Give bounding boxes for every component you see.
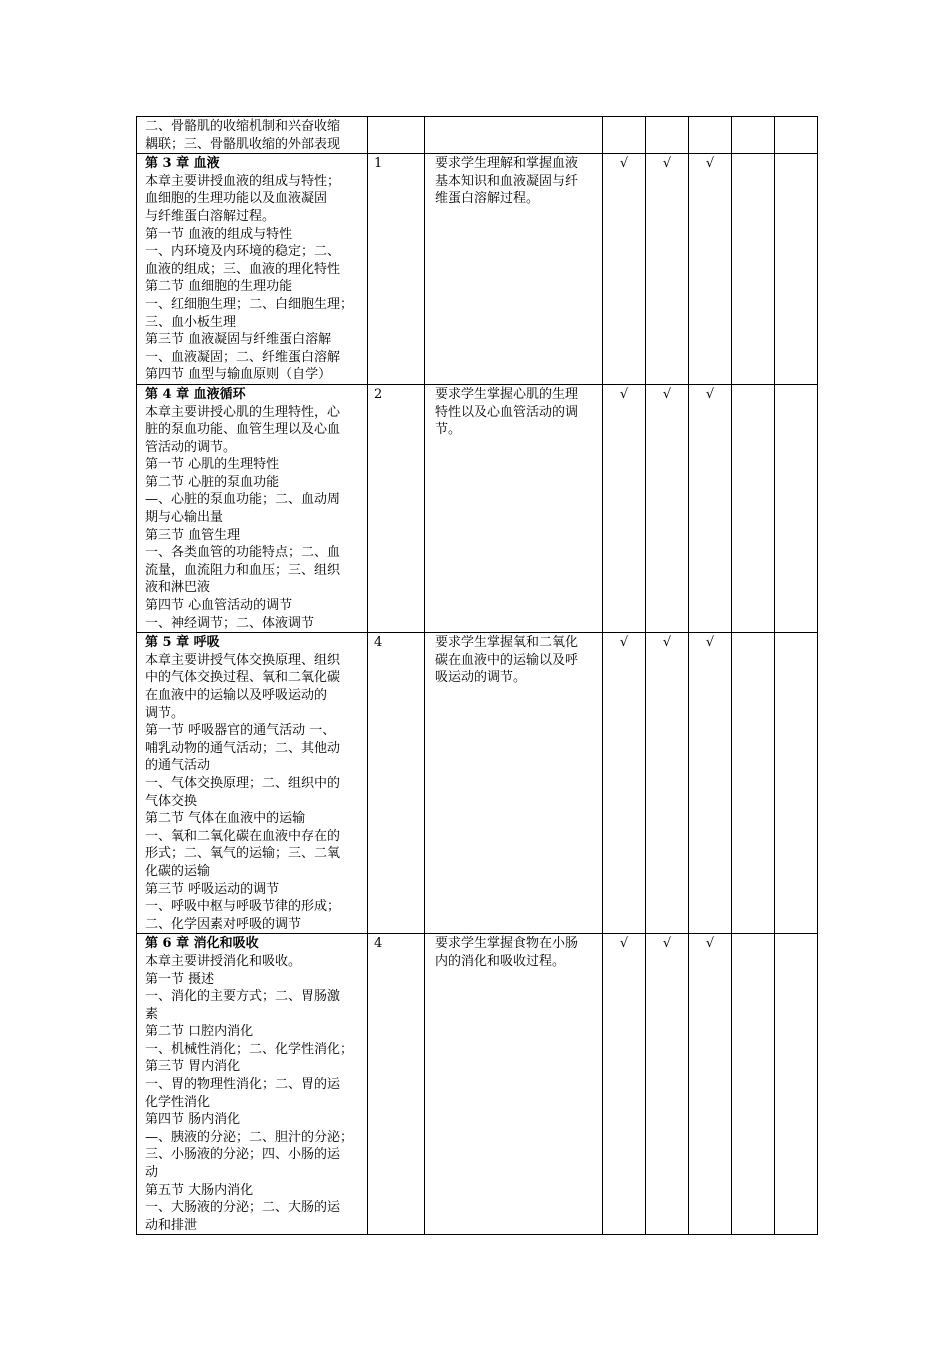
chapter-content-line: 第一节 心肌的生理特性 — [145, 457, 280, 473]
chapter-content-line: 气体交换 — [145, 793, 198, 809]
requirement-cell — [425, 633, 603, 934]
chapter-content-line: 调节。 — [145, 705, 185, 721]
chapter-content-line: 的通气活动 — [145, 758, 211, 774]
check-mark-cell — [732, 633, 775, 934]
chapter-title: 第 4 章 血液循环 — [145, 386, 246, 402]
chapter-content-line: 二、骨骼肌的收缩机制和兴奋收缩 — [145, 119, 341, 134]
check-mark-cell — [775, 384, 818, 632]
chapter-title: 第 5 章 呼吸 — [145, 635, 220, 651]
chapter-content-line: 第二节 气体在血液中的运输 — [145, 811, 306, 827]
requirement-line: 特性以及心血管活动的调 — [435, 404, 579, 420]
chapter-content-line: 一、大肠液的分泌；二、大肠的运 — [145, 1200, 341, 1216]
check-mark-cell — [603, 117, 646, 154]
chapter-content-line: 第二节 口腔内消化 — [145, 1024, 254, 1040]
chapter-content-line: 本章主要讲授消化和吸收。 — [145, 953, 302, 969]
chapter-content-line: 一、气体交换原理；二、组织中的 — [145, 775, 341, 791]
chapter-content-line: 形式；二、氧气的运输；三、二氧 — [145, 846, 341, 862]
requirement-cell — [425, 117, 603, 154]
check-mark-cell — [646, 117, 689, 154]
requirement-cell — [425, 384, 603, 632]
check-mark-cell — [775, 117, 818, 154]
check-mark-cell — [775, 154, 818, 385]
check-mark-cell: √ — [689, 934, 732, 1235]
chapter-content-line: 化碳的运输 — [145, 863, 211, 879]
requirement-line: 要求学生掌握氧和二氧化 — [435, 635, 579, 651]
chapter-content-line: 第一节 呼吸器官的通气活动 一、 — [145, 723, 336, 739]
table-row — [137, 934, 818, 1235]
chapter-content-line: 本章主要讲授血液的组成与特性； — [145, 173, 341, 189]
table-row — [137, 154, 818, 385]
chapter-content-line: 血液的组成；三、血液的理化特性 — [145, 261, 341, 277]
chapter-content-line: 本章主要讲授心肌的生理特性，心 — [145, 404, 341, 420]
chapter-content-line: 第二节 血细胞的生理功能 — [145, 279, 293, 295]
check-mark-cell: √ — [603, 384, 646, 632]
syllabus-table — [136, 116, 818, 1235]
chapter-content-line: 第三节 呼吸运动的调节 — [145, 881, 280, 897]
chapter-content-line: —、心脏的泵血功能；二、血动周 — [145, 492, 341, 508]
check-mark-cell — [689, 117, 732, 154]
check-mark-cell: √ — [646, 934, 689, 1235]
requirement-line: 要求学生理解和掌握血液 — [435, 156, 579, 172]
check-mark-cell: √ — [689, 154, 732, 385]
chapter-content-line: 一、红细胞生理；二、白细胞生理； — [145, 296, 354, 312]
chapter-content-cell — [137, 117, 368, 154]
hours-cell: 2 — [368, 384, 425, 632]
chapter-content-line: 一、血液凝固；二、纤维蛋白溶解 — [145, 349, 341, 365]
requirement-cell — [425, 154, 603, 385]
chapter-content-line: 一、氧和二氧化碳在血液中存在的 — [145, 828, 341, 844]
table-row — [137, 633, 818, 934]
chapter-content-line: 二、化学因素对呼吸的调节 — [145, 916, 302, 932]
check-mark-cell: √ — [689, 633, 732, 934]
check-mark-cell — [775, 934, 818, 1235]
requirement-line: 要求学生掌握心肌的生理 — [435, 386, 579, 402]
check-mark-cell — [732, 117, 775, 154]
requirement-line: 吸运动的调节。 — [435, 670, 527, 686]
chapter-content-line: 一、消化的主要方式；二、胃肠激 — [145, 989, 341, 1005]
hours-cell — [368, 117, 425, 154]
chapter-content-line: 一、呼吸中枢与呼吸节律的形成； — [145, 899, 341, 915]
check-mark-cell — [732, 154, 775, 385]
chapter-content-cell — [137, 934, 368, 1235]
hours-cell: 1 — [368, 154, 425, 385]
hours-cell: 4 — [368, 934, 425, 1235]
hours-cell: 4 — [368, 633, 425, 934]
requirement-line: 基本知识和血液凝固与纤 — [435, 173, 579, 189]
check-mark-cell: √ — [603, 934, 646, 1235]
chapter-content-line: —、胰液的分泌；二、胆汁的分泌； — [145, 1129, 354, 1145]
chapter-content-line: 哺乳动物的通气活动；二、其他动 — [145, 740, 341, 756]
chapter-content-line: 素 — [145, 1006, 159, 1022]
chapter-content-line: 第一节 摄述 — [145, 971, 215, 987]
chapter-content-line: 动和排泄 — [145, 1217, 198, 1233]
chapter-content-line: 在血液中的运输以及呼吸运动的 — [145, 688, 328, 703]
chapter-content-line: 一、各类血管的功能特点；二、血 — [145, 545, 341, 561]
chapter-content-line: 第一节 血液的组成与特性 — [145, 226, 293, 242]
chapter-content-line: 液和淋巴液 — [145, 580, 211, 596]
chapter-content-line: 三、血小板生理 — [145, 314, 237, 330]
requirement-line: 碳在血液中的运输以及呼 — [435, 652, 579, 668]
check-mark-cell: √ — [603, 154, 646, 385]
requirement-cell — [425, 934, 603, 1235]
chapter-content-line: 一、内环境及内环境的稳定；二、 — [145, 244, 341, 260]
chapter-content-line: 第四节 肠内消化 — [145, 1112, 241, 1128]
requirement-line: 维蛋白溶解过程。 — [435, 191, 540, 207]
check-mark-cell: √ — [646, 633, 689, 934]
chapter-content-line: 中的气体交换过程、氧和二氧化碳 — [145, 670, 341, 686]
table-row — [137, 117, 818, 154]
chapter-content-cell — [137, 633, 368, 934]
check-mark-cell — [775, 633, 818, 934]
chapter-content-line: 化学性消化 — [145, 1094, 211, 1110]
chapter-content-line: 第三节 血管生理 — [145, 527, 241, 543]
chapter-content-line: 一、胃的物理性消化；二、胃的运 — [145, 1077, 341, 1093]
chapter-content-line: 与纤维蛋白溶解过程。 — [145, 208, 276, 224]
chapter-content-line: 第三节 血液凝固与纤维蛋白溶解 — [145, 332, 332, 348]
chapter-content-line: 血细胞的生理功能以及血液凝固 — [145, 191, 328, 207]
check-mark-cell: √ — [646, 154, 689, 385]
check-mark-cell — [732, 934, 775, 1235]
chapter-content-line: 动 — [145, 1165, 159, 1181]
chapter-content-line: 一、机械性消化；二、化学性消化； — [145, 1041, 354, 1057]
check-mark-cell — [732, 384, 775, 632]
chapter-title: 第 3 章 血液 — [145, 156, 220, 172]
chapter-content-line: 第四节 心血管活动的调节 — [145, 598, 293, 614]
chapter-content-line: 第二节 心脏的泵血功能 — [145, 474, 280, 490]
chapter-content-line: 脏的泵血功能、血管生理以及心血 — [145, 422, 341, 438]
chapter-content-line: 管活动的调节。 — [145, 439, 237, 455]
chapter-content-line: 一、神经调节；二、体液调节 — [145, 615, 315, 631]
chapter-content-line: 本章主要讲授气体交换原理、组织 — [145, 652, 341, 668]
chapter-content-line: 第三节 胃内消化 — [145, 1059, 241, 1075]
requirement-line: 节。 — [435, 422, 462, 438]
requirement-line: 要求学生掌握食物在小肠 — [435, 936, 579, 952]
syllabus-table-body — [137, 117, 818, 1235]
requirement-line: 内的消化和吸收过程。 — [435, 953, 566, 969]
check-mark-cell: √ — [689, 384, 732, 632]
check-mark-cell: √ — [603, 633, 646, 934]
chapter-content-cell — [137, 154, 368, 385]
chapter-content-line: 三、小肠液的分泌；四、小肠的运 — [145, 1147, 341, 1163]
chapter-content-line: 第四节 血型与输血原则（自学） — [145, 367, 332, 383]
chapter-content-line: 第五节 大肠内消化 — [145, 1182, 254, 1198]
chapter-content-line: 期与心输出量 — [145, 510, 224, 526]
check-mark-cell: √ — [646, 384, 689, 632]
table-row — [137, 384, 818, 632]
chapter-content-line: 流量，血流阻力和血压；三、组织 — [145, 562, 341, 578]
chapter-content-line: 耦联；三、骨骼肌收缩的外部表现 — [145, 136, 341, 152]
chapter-title: 第 6 章 消化和吸收 — [145, 936, 259, 952]
chapter-content-cell — [137, 384, 368, 632]
